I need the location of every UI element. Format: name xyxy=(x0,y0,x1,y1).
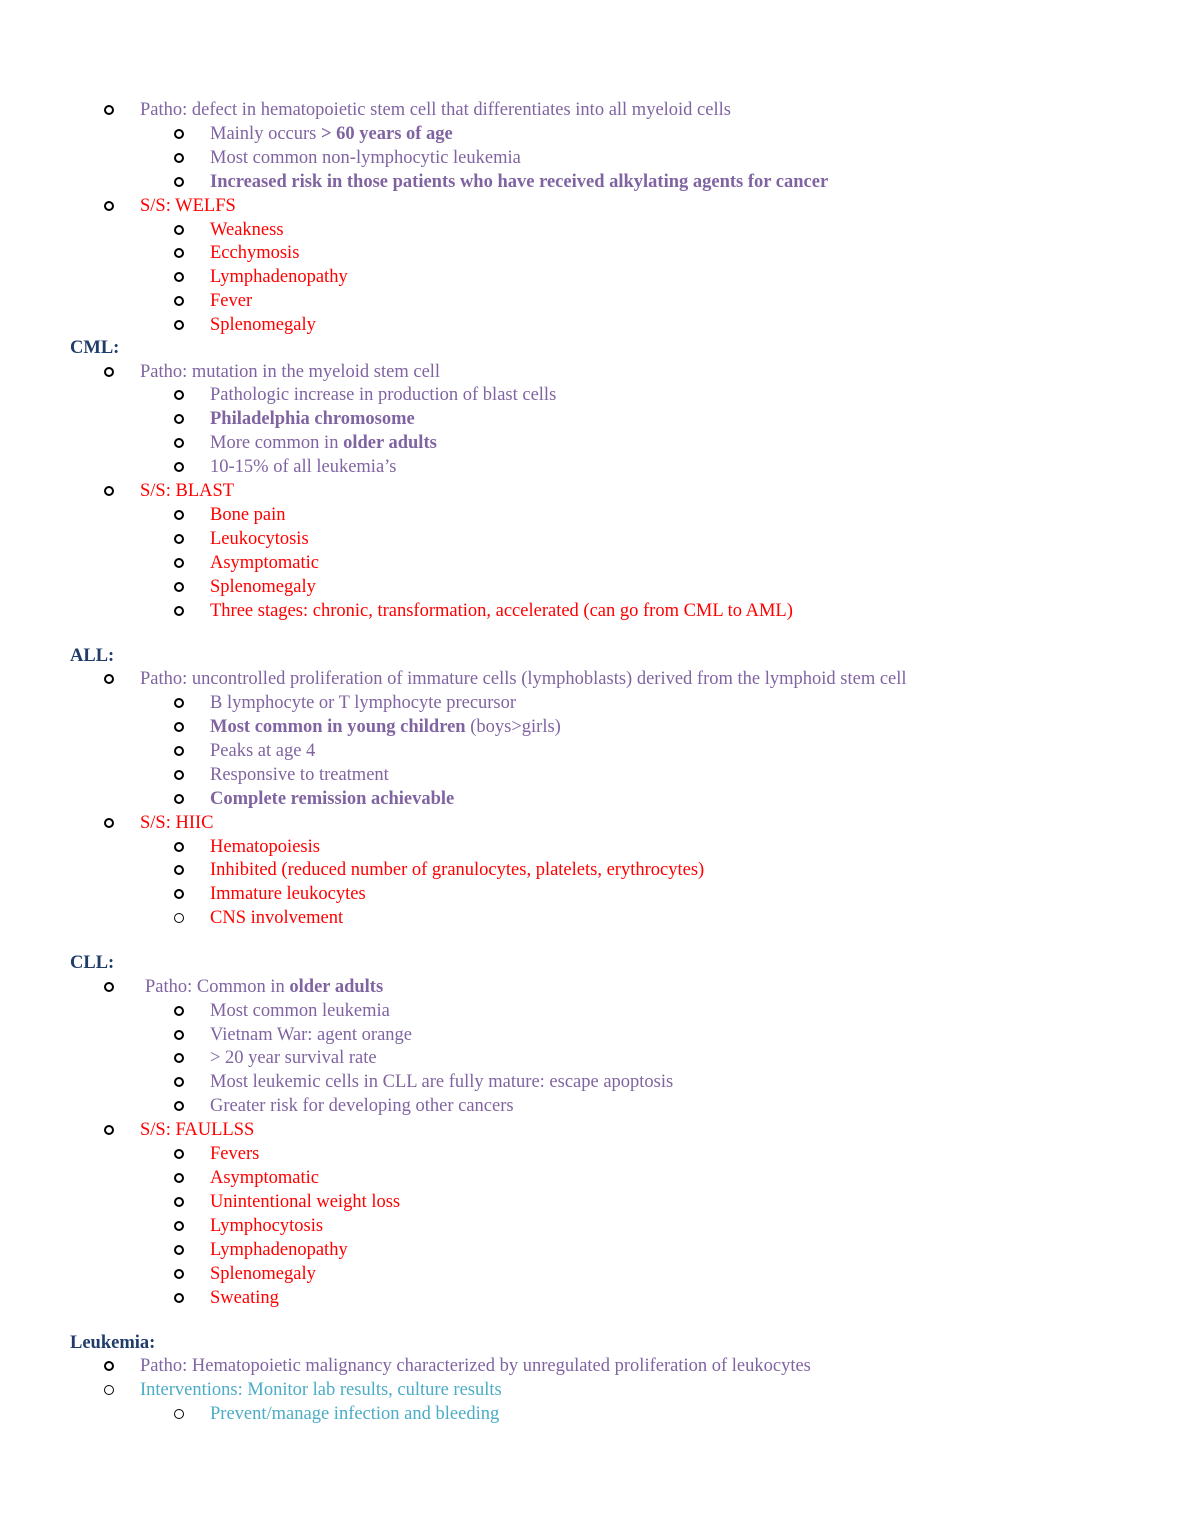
patho-text: Patho: defect in hematopoietic stem cell that differentiates into all myeloid cells xyxy=(140,100,731,120)
ss-text: S/S: WELFS xyxy=(140,196,236,216)
section-heading-leukemia: Leukemia: xyxy=(70,1333,156,1353)
section-heading-cll: CLL: xyxy=(70,953,115,973)
document-page: Patho: defect in hematopoietic stem cell that differentiates into all myeloid cells Mainly occurs > 60 years of age Most common non-lymphocytic leukemia Increased risk in those patients who have received alkylating agents for cancer S/S: WELFS Weakness Ecchymosis Lymphadenopathy Fever Splenomegaly CML: Patho: mutation in the myeloid stem cell Pathologic increase in production of blast cells Philadelphia chromosome More common in older adults 10-15% of all leukemia’s S/S: BLAST Bone pain Leukocytosis Asymptomatic Splenomegaly Three stages: chronic, transformation, accelerated (can go from CML to AML) ALL: Patho: uncontrolled proliferation of immature cells (lymphoblasts) derived from the lymphoid stem cell B lymphocyte or T lymphocyte precursor Most common in young children (boys>girls) Peaks at age 4 Responsive to treatment Complete remission achievable S/S: HIIC Hematopoiesis Inhibited (reduced number of granulocytes, platelets, erythrocytes) Immature leukocytes CNS involvement CLL: Patho: Common in older adults Most common leukemia Vietnam War: agent orange > 20 year survival rate Most leukemic cells in CLL are fully mature: escape apoptosis Greater risk for developing other cancers S/S: FAULLSS Fevers Asymptomatic Unintentional weight loss Lymphocytosis Lymphadenopathy Splenomegaly Sweating Leukemia: Patho: Hematopoietic malignancy characterized by unregulated proliferation of leukocytes Interventions: Monitor lab results, culture results Prevent/manage infection and bleeding xyxy=(70,100,907,1424)
section-heading-cml: CML: xyxy=(70,338,120,358)
section-heading-all: ALL: xyxy=(70,646,115,666)
